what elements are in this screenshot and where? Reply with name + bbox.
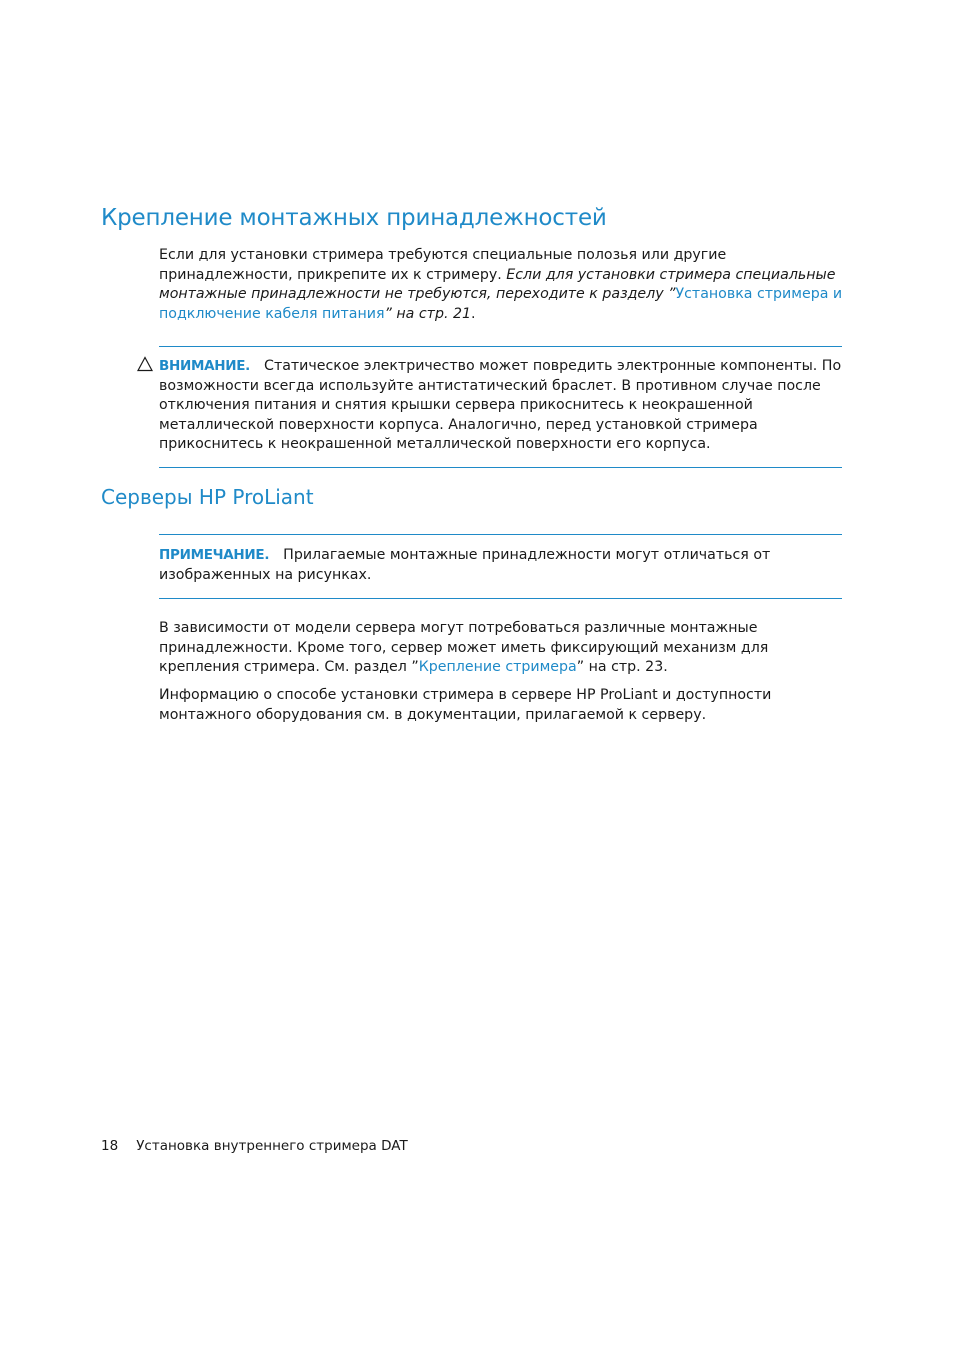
mounting-period: . <box>471 305 476 322</box>
caution-label: ВНИМАНИЕ. <box>159 358 251 374</box>
section-title-proliant: Серверы HP ProLiant <box>101 485 314 509</box>
page-footer <box>101 1138 408 1154</box>
note-top-rule <box>159 534 842 535</box>
caution-text: Статическое электричество может повредить электронные компоненты. По возможности всегда используйте антистатический браслет. В противном случае после отключения питания и снятия крышки сервера прикоснитесь к неокрашенной металлической поверхности корпуса. Аналогично, перед установкой стримера прикоснитесь к неокрашенной металлической поверхности его корпуса. <box>159 358 842 452</box>
caution-block <box>159 357 849 455</box>
warning-triangle-icon <box>137 356 153 372</box>
note-text: Прилагаемые монтажные принадлежности могут отличаться от изображенных на рисунках. <box>159 547 771 583</box>
server-models-text: В зависимости от модели сервера могут потребоваться различные монтажные принадлежности. Кроме того, сервер может иметь фиксирующий механизм для крепления стримера. См. раздел ” <box>159 620 769 675</box>
mounting-italic-page: ” на стр. 21 <box>384 305 472 322</box>
mounting-paragraph <box>159 246 849 324</box>
mounting-text: Если для установки стримера требуются специальные полозья или другие принадлежности, прикрепите их к стримеру. <box>159 247 727 283</box>
note-block <box>159 546 849 585</box>
link-mounting-drive[interactable]: Крепление стримера <box>418 659 577 675</box>
note-label: ПРИМЕЧАНИЕ. <box>159 547 270 563</box>
server-models-page: ” на стр. 23. <box>576 659 668 675</box>
caution-bottom-rule <box>159 467 842 468</box>
footer-doc-title: Установка внутреннего стримера DAT <box>136 1138 408 1154</box>
note-bottom-rule <box>159 598 842 599</box>
server-models-paragraph <box>159 619 849 678</box>
section-title-mounting: Крепление монтажных принадлежностей <box>101 205 607 231</box>
link-install-drive[interactable]: Установка стримера и подключение кабеля питания <box>159 286 843 322</box>
mounting-italic-text: Если для установки стримера специальные монтажные принадлежности не требуются, переходите к разделу ” <box>159 266 836 302</box>
page-number: 18 <box>101 1138 119 1154</box>
caution-top-rule <box>159 346 842 347</box>
documentation-paragraph: Информацию о способе установки стримера в сервере HP ProLiant и доступности монтажного оборудования см. в документации, прилагаемой к серверу. <box>159 687 772 723</box>
